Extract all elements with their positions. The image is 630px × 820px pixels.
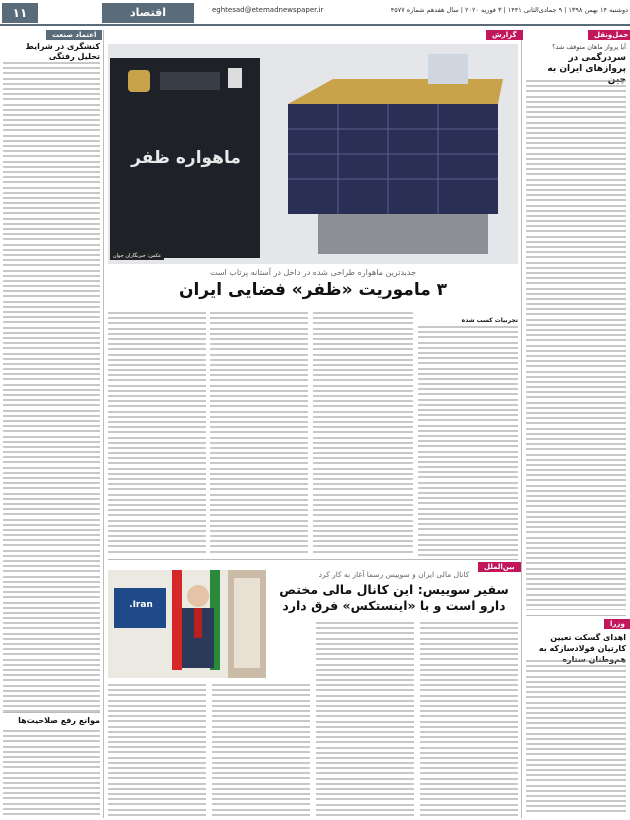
- right-intro: آیا پرواز ماهان متوقف شد؟: [552, 43, 626, 51]
- left-headline: کنشگری در شرایط تحلیل رفتگی: [25, 42, 100, 61]
- left-article-body: [3, 62, 100, 712]
- left-kicker: اعتماد صنعت: [46, 30, 102, 40]
- right-kicker: حمل‌ونقل: [588, 30, 630, 40]
- dateline: دوشنبه ۱۴ بهمن ۱۳۹۸ | ۹ جمادی‌الثانی ۱۴۴۱ | ۳ فوریه ۲۰۲۰ | سال هفدهم شماره ۴۵۷۷: [390, 6, 628, 14]
- lead-body-col1: [418, 326, 518, 556]
- lead-kicker: گزارش: [486, 30, 523, 40]
- right-headline: سردرگمی در پروازهای ایران به: [547, 53, 626, 74]
- photo-caption: ماهواره ظفر: [131, 148, 241, 168]
- left-bottom-body: [3, 730, 100, 816]
- bottom-body-col4: [108, 684, 206, 816]
- page-header: [0, 0, 630, 26]
- page-number: ۱۱: [2, 3, 38, 23]
- ambassador-photo[interactable]: [108, 570, 266, 678]
- section-title: اقتصاد: [102, 3, 194, 23]
- section-divider: [3, 712, 100, 713]
- ambassador-illustration: [108, 570, 266, 678]
- right-article-body: [526, 80, 626, 610]
- column-divider: [103, 30, 104, 818]
- bottom-kicker: بین‌الملل: [478, 562, 521, 572]
- right-bottom-headline: اهدای گسکت تعیین کارتیان فولادسازکه به: [538, 633, 626, 653]
- lead-body-col2: [313, 312, 413, 556]
- section-divider: [526, 615, 626, 616]
- left-bottom-headline: موانع رفع صلاحیت‌ها: [18, 716, 100, 725]
- right-bottom-kicker: وزرا: [604, 619, 630, 629]
- bottom-body-col2: [316, 622, 414, 816]
- section-divider: [108, 559, 518, 560]
- bottom-body-col1: [420, 622, 518, 816]
- lead-body-col4: [108, 312, 206, 556]
- lead-body-col3: [210, 312, 308, 556]
- iran-sign: Iran.: [129, 600, 153, 610]
- section-email[interactable]: eghtesad@etemadnewspaper.ir: [212, 6, 324, 14]
- lead-headline: ۳ ماموریت «ظفر» فضایی ایران: [178, 280, 448, 300]
- satellite-photo[interactable]: [108, 44, 518, 264]
- lead-subhead: تجربیات کسب شده: [461, 317, 518, 324]
- bottom-body-col3: [212, 684, 310, 816]
- photo-credit: عکس: خبرنگاران جوان: [110, 252, 164, 260]
- right-bottom-body: [526, 660, 626, 816]
- bottom-headline: سفیر سوییس: این کانال مالی مختص دارو است و با «اینستکس» فرق دارد: [279, 582, 509, 613]
- bottom-subtitle: کانال مالی ایران و سوییس رسما آغاز به کار کرد: [318, 570, 470, 579]
- column-divider: [521, 30, 522, 818]
- lead-subtitle: جدیدترین ماهواره طراحی شده در داخل در آستانه پرتاب است: [209, 268, 417, 277]
